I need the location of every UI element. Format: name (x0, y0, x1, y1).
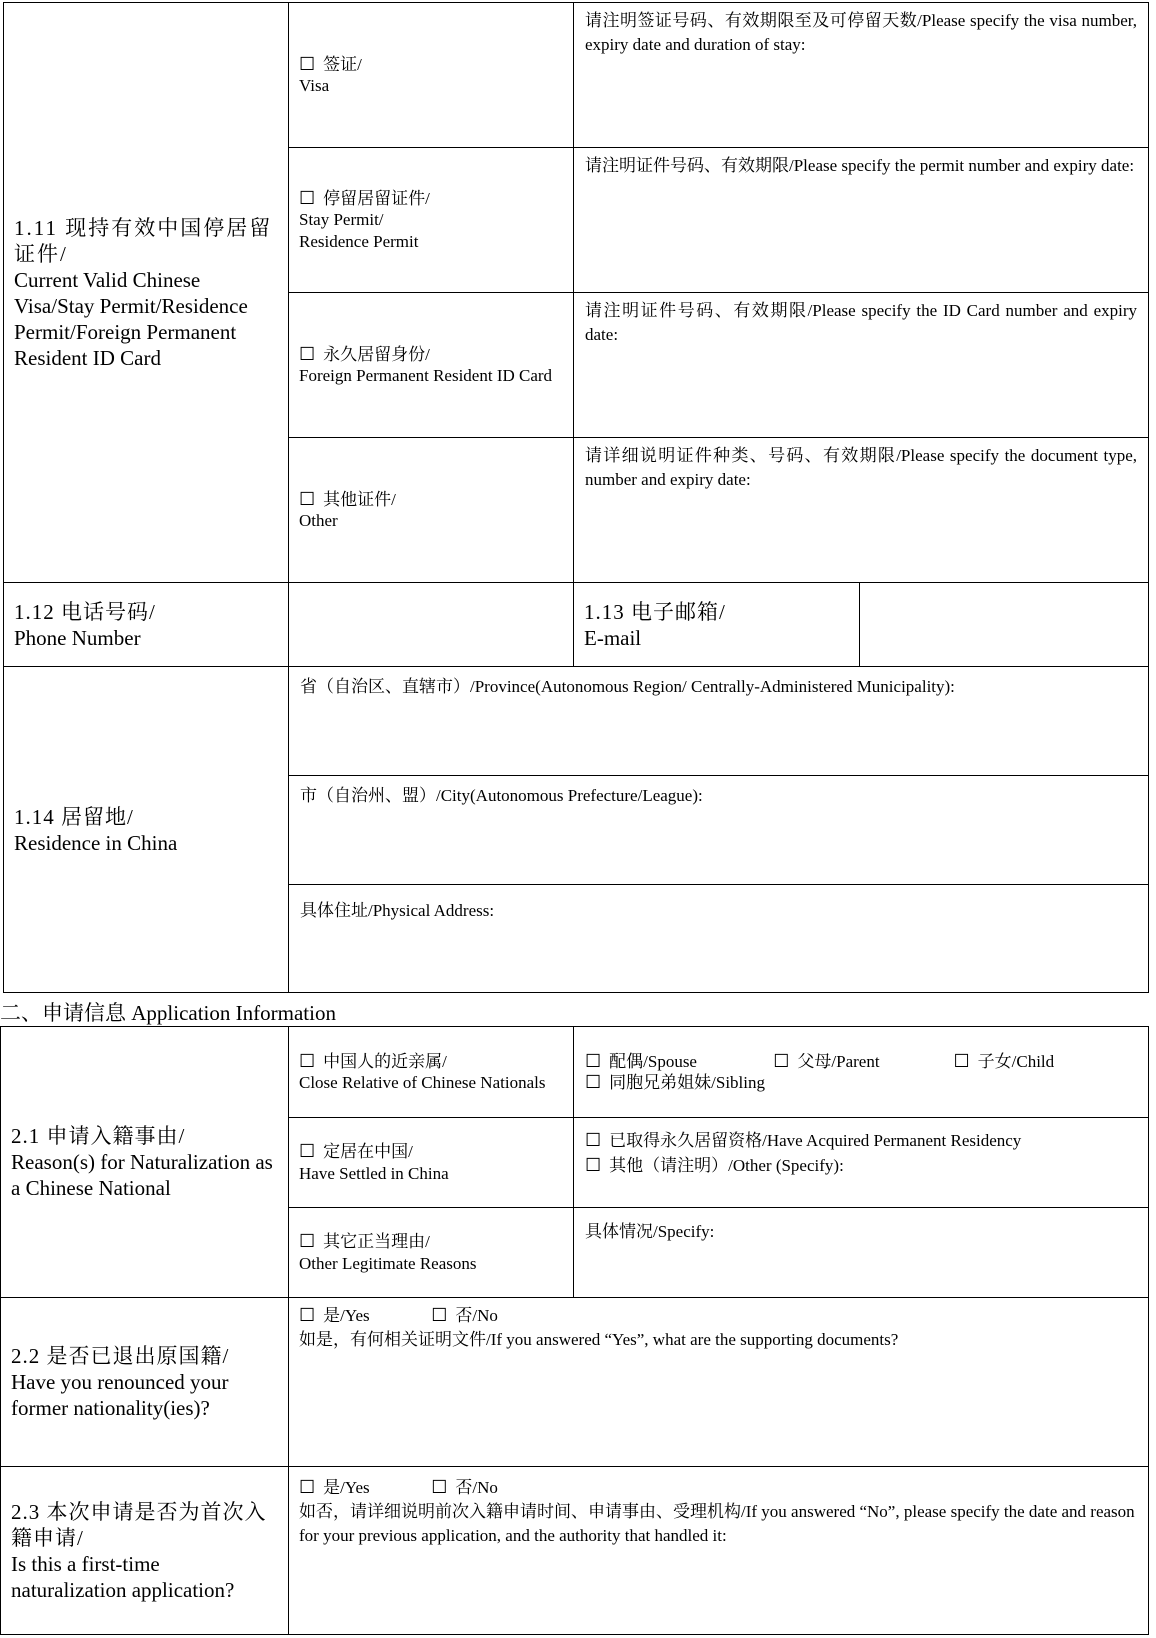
option-no[interactable] (431, 1303, 498, 1328)
other-document-note: 请详细说明证件种类、号码、有效期限/Please specify the document type, number and expiry date: (585, 446, 1138, 489)
checkbox-settled-in-china[interactable]: ☐ (299, 1141, 316, 1161)
option-en: Visa (299, 76, 330, 95)
option-label: 父母/Parent (797, 1051, 880, 1071)
email-field[interactable] (860, 583, 1149, 667)
section-title-application-info: 二、申请信息 Application Information (0, 1001, 336, 1025)
option-label: 已取得永久居留资格/Have Acquired Permanent Residency (609, 1131, 1022, 1150)
option-label: 同胞兄弟姐妹/Sibling (609, 1073, 765, 1092)
option-en: Foreign Permanent Resident ID Card (299, 366, 553, 385)
option-parent[interactable] (773, 1051, 949, 1073)
option-label: 配偶/Spouse (609, 1051, 697, 1071)
id-card-detail-field[interactable] (574, 293, 1149, 438)
checkbox-yes[interactable]: ☐ (299, 1477, 316, 1497)
option-yes[interactable] (299, 1475, 427, 1500)
option-other-legitimate-reasons[interactable] (289, 1208, 574, 1298)
option-label: 其他（请注明）/Other (Specify): (609, 1156, 844, 1175)
option-en: Stay Permit/ (299, 210, 384, 230)
option-permanent-residency[interactable] (585, 1128, 1138, 1153)
visa-detail-field[interactable] (574, 3, 1149, 148)
label-en: Reason(s) for Naturalization as a Chinese National (11, 1150, 273, 1200)
option-label: 是/Yes (323, 1478, 370, 1497)
option-cn: 签证/ (323, 54, 362, 74)
city-label: 市（自治州、盟）/City(Autonomous Prefecture/League): (300, 786, 703, 805)
checkbox-no[interactable]: ☐ (431, 1477, 448, 1497)
relationship-options (574, 1027, 1149, 1118)
checkbox-yes[interactable]: ☐ (299, 1305, 316, 1325)
label-cn: 2.1 申请入籍事由/ (11, 1124, 186, 1148)
province-label: 省（自治区、直辖市）/Province(Autonomous Region/ Centrally-Administered Municipality): (300, 677, 955, 696)
checkbox-child[interactable]: ☐ (953, 1050, 970, 1071)
option-spouse[interactable] (585, 1051, 769, 1073)
option-permanent-resident[interactable] (289, 293, 574, 438)
option-other-document[interactable] (289, 438, 574, 583)
renounced-note: 如是，有何相关证明文件/If you answered “Yes”, what are the supporting documents? (299, 1330, 899, 1349)
settled-options (574, 1118, 1149, 1208)
id-card-note: 请注明证件号码、有效期限/Please specify the ID Card number and expiry date: (585, 301, 1138, 344)
option-other-specify[interactable] (585, 1153, 1138, 1178)
option-en: Have Settled in China (299, 1163, 449, 1183)
label-cn: 2.2 是否已退出原国籍/ (11, 1344, 230, 1368)
checkbox-other-specify[interactable]: ☐ (585, 1155, 602, 1175)
checkbox-no[interactable]: ☐ (431, 1305, 448, 1325)
option-child[interactable] (954, 1051, 1055, 1073)
specify-label: 具体情况/Specify: (585, 1222, 715, 1241)
checkbox-stay-permit[interactable]: ☐ (299, 187, 316, 208)
label-cn: 1.11 现持有效中国停居留证件/ (14, 215, 273, 266)
option-cn: 停留居留证件/ (323, 188, 430, 208)
field-label-1-12 (4, 583, 289, 667)
checkbox-spouse[interactable]: ☐ (585, 1050, 602, 1071)
first-time-note: 如否，请详细说明前次入籍申请时间、申请事由、受理机构/If you answered “No”, please specify the date and reason for your previous application, and the authority that handled it: (299, 1502, 1135, 1545)
option-en: Other (299, 511, 338, 530)
option-no[interactable] (431, 1475, 498, 1500)
option-cn: 永久居留身份/ (323, 344, 430, 364)
other-document-detail-field[interactable] (574, 438, 1149, 583)
option-label: 否/No (455, 1478, 498, 1497)
specify-field[interactable] (574, 1208, 1149, 1298)
address-label: 具体住址/Physical Address: (300, 901, 495, 920)
checkbox-close-relative[interactable]: ☐ (299, 1050, 316, 1071)
label-cn: 1.12 电话号码/ (14, 599, 156, 624)
field-label-2-3 (1, 1467, 289, 1635)
option-en: Close Relative of Chinese Nationals (299, 1073, 546, 1092)
option-sibling[interactable] (585, 1072, 1138, 1094)
province-field[interactable] (289, 667, 1149, 776)
phone-number-field[interactable] (289, 583, 574, 667)
permit-detail-field[interactable] (574, 148, 1149, 293)
label-en: Current Valid Chinese Visa/Stay Permit/Residence Permit/Foreign Permanent Resident ID Card (14, 267, 248, 370)
option-cn: 其他证件/ (323, 489, 396, 509)
option-cn: 其它正当理由/ (323, 1232, 430, 1251)
checkbox-other-document[interactable]: ☐ (299, 488, 316, 509)
field-label-1-11 (4, 3, 289, 583)
label-cn: 1.14 居留地/ (14, 804, 134, 829)
field-label-1-14 (4, 667, 289, 993)
label-en: Is this a first-time naturalization application? (11, 1551, 235, 1602)
field-label-1-13 (574, 583, 860, 667)
label-cn: 1.13 电子邮箱/ (584, 599, 726, 624)
first-time-application-field[interactable] (289, 1467, 1149, 1635)
option-label: 子女/Child (977, 1051, 1055, 1071)
option-cn: 中国人的近亲属/ (323, 1051, 447, 1071)
option-label: 是/Yes (323, 1306, 370, 1325)
label-en: E-mail (584, 625, 642, 650)
checkbox-permanent-residency[interactable]: ☐ (585, 1130, 602, 1150)
permit-note: 请注明证件号码、有效期限/Please specify the permit number and expiry date: (585, 156, 1135, 175)
option-yes[interactable] (299, 1303, 427, 1328)
checkbox-other-legitimate-reasons[interactable]: ☐ (299, 1231, 316, 1251)
option-en: Other Legitimate Reasons (299, 1253, 477, 1273)
application-info-table (0, 1026, 1149, 1635)
option-settled-in-china[interactable] (289, 1118, 574, 1208)
label-en: Have you renounced your former nationality(ies)? (11, 1370, 229, 1420)
option-cn: 定居在中国/ (323, 1142, 413, 1161)
city-field[interactable] (289, 776, 1149, 885)
residence-info-table (3, 2, 1149, 993)
field-label-2-2 (1, 1298, 289, 1467)
label-cn: 2.3 本次申请是否为首次入籍申请/ (11, 1499, 267, 1550)
renounced-nationality-field[interactable] (289, 1298, 1149, 1467)
label-en: Phone Number (14, 625, 141, 650)
checkbox-parent[interactable]: ☐ (773, 1050, 790, 1071)
checkbox-visa[interactable]: ☐ (299, 53, 316, 74)
option-en-2: Residence Permit (299, 231, 419, 251)
option-label: 否/No (455, 1306, 498, 1325)
checkbox-permanent-resident[interactable]: ☐ (299, 343, 316, 364)
address-field[interactable] (289, 885, 1149, 993)
option-visa[interactable] (289, 3, 574, 148)
option-stay-permit[interactable] (289, 148, 574, 293)
field-label-2-1 (1, 1027, 289, 1298)
label-en: Residence in China (14, 830, 178, 855)
checkbox-sibling[interactable]: ☐ (585, 1072, 602, 1092)
visa-note: 请注明签证号码、有效期限至及可停留天数/Please specify the visa number, expiry date and duration of stay: (585, 11, 1138, 54)
option-close-relative[interactable] (289, 1027, 574, 1118)
